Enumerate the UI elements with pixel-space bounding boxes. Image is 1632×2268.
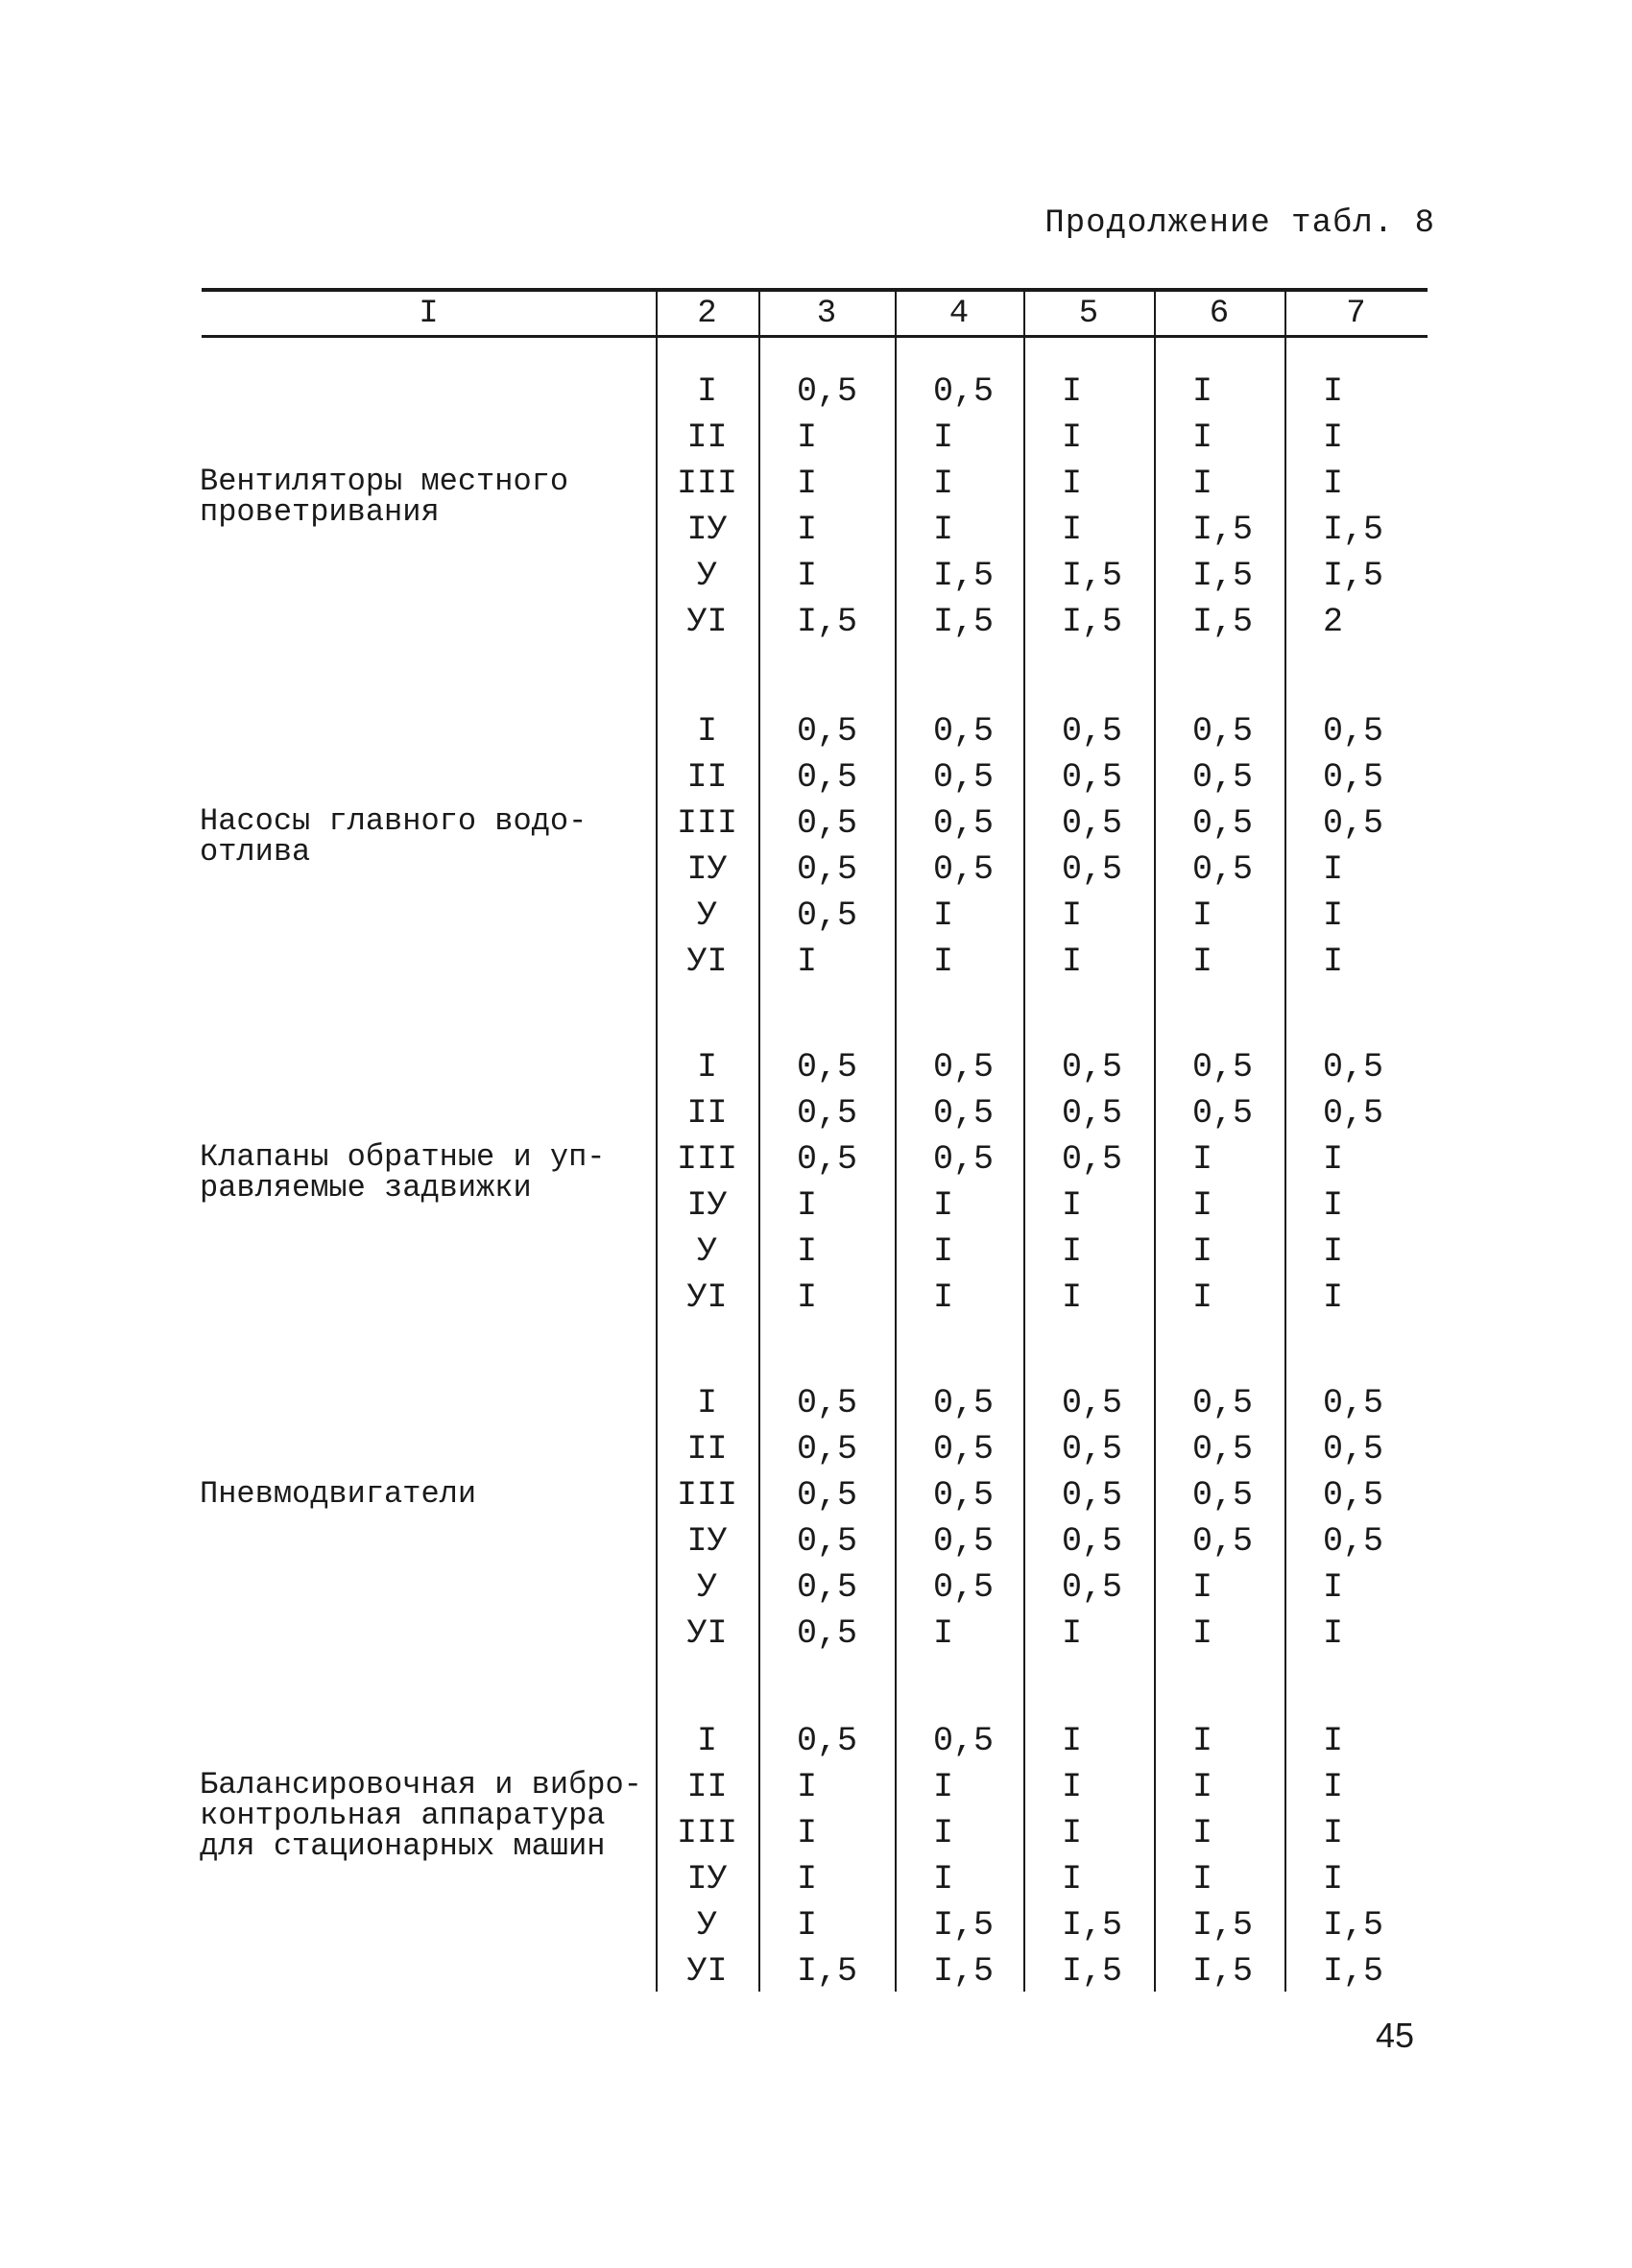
- value-cell: 0,5: [933, 758, 995, 797]
- value-cell: I: [1323, 1814, 1344, 1852]
- value-cell: 0,5: [1062, 758, 1123, 797]
- value-cell: 0,5: [1062, 712, 1123, 751]
- value-cell: I: [1192, 1568, 1213, 1607]
- grade-cell: IУ: [686, 511, 728, 549]
- value-cell: I: [1192, 896, 1213, 935]
- column-header-3: 3: [816, 296, 837, 332]
- value-cell: I: [1062, 1722, 1083, 1760]
- value-cell: I: [1062, 896, 1083, 935]
- value-cell: 2: [1323, 603, 1344, 641]
- value-cell: I: [1323, 1186, 1344, 1225]
- value-cell: I: [933, 896, 954, 935]
- equipment-name-line: Балансировочная и вибро-: [200, 1767, 642, 1802]
- value-cell: I: [797, 1906, 818, 1945]
- value-cell: 0,5: [933, 1476, 995, 1515]
- column-header-2: 2: [697, 296, 717, 332]
- value-cell: I: [1192, 1278, 1213, 1317]
- value-cell: 0,5: [797, 896, 858, 935]
- grade-cell: II: [686, 1768, 728, 1806]
- grade-cell: УI: [686, 603, 728, 641]
- value-cell: 0,5: [933, 712, 995, 751]
- value-cell: I: [797, 557, 818, 595]
- grade-cell: УI: [686, 943, 728, 981]
- column-divider: [1154, 292, 1156, 1992]
- value-cell: 0,5: [933, 1384, 995, 1422]
- value-cell: I: [1062, 1232, 1083, 1271]
- value-cell: I,5: [1323, 511, 1384, 549]
- value-cell: 0,5: [797, 850, 858, 889]
- column-divider: [1284, 292, 1286, 1992]
- column-divider: [895, 292, 897, 1992]
- value-cell: 0,5: [1192, 758, 1254, 797]
- value-cell: I: [1192, 1814, 1213, 1852]
- value-cell: 0,5: [797, 1722, 858, 1760]
- value-cell: 0,5: [1323, 758, 1384, 797]
- value-cell: I,5: [1192, 603, 1254, 641]
- value-cell: 0,5: [1062, 1476, 1123, 1515]
- value-cell: I: [1062, 1814, 1083, 1852]
- value-cell: I: [1192, 943, 1213, 981]
- value-cell: I: [797, 418, 818, 457]
- value-cell: 0,5: [1062, 1048, 1123, 1086]
- value-cell: I,5: [797, 1952, 858, 1991]
- value-cell: I,5: [1192, 1906, 1254, 1945]
- value-cell: 0,5: [933, 1048, 995, 1086]
- value-cell: I: [1323, 1768, 1344, 1806]
- value-cell: 0,5: [797, 804, 858, 843]
- value-cell: I: [933, 511, 954, 549]
- grade-cell: I: [696, 1048, 717, 1086]
- value-cell: 0,5: [1323, 1094, 1384, 1133]
- column-divider: [1023, 292, 1025, 1992]
- value-cell: I,5: [933, 1952, 995, 1991]
- value-cell: 0,5: [1062, 1430, 1123, 1468]
- equipment-name-line: Пневмодвигатели: [200, 1476, 477, 1512]
- value-cell: I: [1323, 1568, 1344, 1607]
- value-cell: I: [1062, 465, 1083, 503]
- value-cell: I: [797, 1814, 818, 1852]
- value-cell: I,5: [1192, 1952, 1254, 1991]
- grade-cell: I: [696, 372, 717, 411]
- value-cell: 0,5: [797, 372, 858, 411]
- value-cell: 0,5: [797, 758, 858, 797]
- equipment-name-line: контрольная аппаратура: [200, 1798, 606, 1833]
- value-cell: I: [933, 1614, 954, 1653]
- value-cell: I: [1062, 1860, 1083, 1898]
- value-cell: 0,5: [1192, 850, 1254, 889]
- value-cell: I: [1192, 1232, 1213, 1271]
- value-cell: I: [797, 1278, 818, 1317]
- value-cell: I: [1192, 1860, 1213, 1898]
- value-cell: 0,5: [933, 1568, 995, 1607]
- value-cell: 0,5: [1192, 1384, 1254, 1422]
- value-cell: 0,5: [1323, 1048, 1384, 1086]
- equipment-name-line: Клапаны обратные и уп-: [200, 1139, 606, 1175]
- value-cell: I: [1323, 1278, 1344, 1317]
- value-cell: I: [1323, 1860, 1344, 1898]
- value-cell: 0,5: [1323, 1384, 1384, 1422]
- grade-cell: I: [696, 1722, 717, 1760]
- value-cell: I,5: [1062, 603, 1123, 641]
- value-cell: I: [1323, 1140, 1344, 1179]
- value-cell: I: [1323, 465, 1344, 503]
- value-cell: I: [933, 1768, 954, 1806]
- value-cell: I,5: [1192, 511, 1254, 549]
- value-cell: I: [933, 418, 954, 457]
- grade-cell: У: [696, 896, 717, 935]
- value-cell: 0,5: [797, 1384, 858, 1422]
- equipment-name-line: для стационарных машин: [200, 1828, 606, 1864]
- equipment-name-line: Вентиляторы местного: [200, 464, 569, 499]
- value-cell: I: [1323, 418, 1344, 457]
- column-header-6: 6: [1209, 296, 1230, 332]
- value-cell: I: [1323, 850, 1344, 889]
- value-cell: I: [1323, 1722, 1344, 1760]
- grade-cell: II: [686, 1094, 728, 1133]
- grade-cell: У: [696, 1906, 717, 1945]
- value-cell: 0,5: [1323, 712, 1384, 751]
- value-cell: I,5: [797, 603, 858, 641]
- value-cell: I: [933, 943, 954, 981]
- value-cell: I: [1192, 465, 1213, 503]
- value-cell: 0,5: [1192, 1430, 1254, 1468]
- value-cell: 0,5: [933, 1430, 995, 1468]
- value-cell: 0,5: [1192, 1476, 1254, 1515]
- grade-cell: У: [696, 557, 717, 595]
- value-cell: 0,5: [797, 1140, 858, 1179]
- grade-cell: IУ: [686, 1522, 728, 1561]
- grade-cell: IУ: [686, 1860, 728, 1898]
- value-cell: I: [1062, 372, 1083, 411]
- value-cell: I: [797, 1232, 818, 1271]
- value-cell: I: [797, 1186, 818, 1225]
- value-cell: I: [1062, 1614, 1083, 1653]
- value-cell: 0,5: [933, 1094, 995, 1133]
- value-cell: I,5: [1062, 1906, 1123, 1945]
- value-cell: 0,5: [1062, 1140, 1123, 1179]
- value-cell: 0,5: [1323, 1430, 1384, 1468]
- value-cell: 0,5: [797, 1048, 858, 1086]
- value-cell: I: [1323, 372, 1344, 411]
- grade-cell: I: [696, 712, 717, 751]
- value-cell: 0,5: [933, 804, 995, 843]
- value-cell: I,5: [933, 557, 995, 595]
- equipment-name-line: проветривания: [200, 494, 440, 530]
- value-cell: 0,5: [1323, 804, 1384, 843]
- value-cell: I: [1062, 511, 1083, 549]
- value-cell: I,5: [933, 603, 995, 641]
- grade-cell: IУ: [686, 850, 728, 889]
- value-cell: I: [933, 465, 954, 503]
- grade-cell: УI: [686, 1952, 728, 1991]
- value-cell: 0,5: [1192, 712, 1254, 751]
- value-cell: I: [1323, 1232, 1344, 1271]
- grade-cell: II: [686, 758, 728, 797]
- grade-cell: У: [696, 1232, 717, 1271]
- grade-cell: УI: [686, 1278, 728, 1317]
- value-cell: 0,5: [1062, 1522, 1123, 1561]
- table-caption: Продолжение табл. 8: [1044, 205, 1435, 242]
- value-cell: I: [797, 511, 818, 549]
- value-cell: I: [1192, 1186, 1213, 1225]
- value-cell: 0,5: [797, 1568, 858, 1607]
- equipment-name: [200, 803, 660, 870]
- value-cell: 0,5: [1062, 804, 1123, 843]
- value-cell: 0,5: [1192, 1522, 1254, 1561]
- value-cell: I,5: [1192, 557, 1254, 595]
- value-cell: I: [1192, 372, 1213, 411]
- value-cell: 0,5: [797, 1476, 858, 1515]
- equipment-name-line: отлива: [200, 834, 311, 870]
- value-cell: 0,5: [933, 850, 995, 889]
- value-cell: I: [1062, 1186, 1083, 1225]
- value-cell: I: [933, 1860, 954, 1898]
- value-cell: I: [1192, 1722, 1213, 1760]
- value-cell: I: [797, 1860, 818, 1898]
- value-cell: 0,5: [933, 1722, 995, 1760]
- value-cell: 0,5: [1062, 850, 1123, 889]
- value-cell: I,5: [1323, 1952, 1384, 1991]
- value-cell: I: [1323, 943, 1344, 981]
- value-cell: I: [1323, 1614, 1344, 1653]
- value-cell: I: [1323, 896, 1344, 935]
- equipment-name: [200, 466, 660, 528]
- value-cell: I: [933, 1232, 954, 1271]
- equipment-name: [200, 1767, 660, 1864]
- value-cell: 0,5: [933, 1522, 995, 1561]
- value-cell: 0,5: [1062, 1384, 1123, 1422]
- value-cell: 0,5: [797, 1614, 858, 1653]
- value-cell: 0,5: [797, 1522, 858, 1561]
- equipment-name-line: равляемые задвижки: [200, 1170, 532, 1206]
- value-cell: 0,5: [797, 712, 858, 751]
- value-cell: I: [1192, 1140, 1213, 1179]
- value-cell: I: [1062, 418, 1083, 457]
- value-cell: I,5: [1062, 1952, 1123, 1991]
- grade-cell: III: [676, 1140, 737, 1179]
- value-cell: 0,5: [797, 1430, 858, 1468]
- value-cell: 0,5: [1192, 804, 1254, 843]
- equipment-name: [200, 1476, 660, 1512]
- value-cell: 0,5: [1062, 1568, 1123, 1607]
- value-cell: 0,5: [797, 1094, 858, 1133]
- value-cell: 0,5: [933, 1140, 995, 1179]
- value-cell: 0,5: [1192, 1048, 1254, 1086]
- value-cell: I: [797, 1768, 818, 1806]
- column-divider: [758, 292, 760, 1992]
- value-cell: 0,5: [1323, 1522, 1384, 1561]
- value-cell: I: [1062, 1768, 1083, 1806]
- column-header-5: 5: [1078, 296, 1099, 332]
- equipment-name: [200, 1139, 660, 1206]
- grade-cell: II: [686, 1430, 728, 1468]
- grade-cell: I: [696, 1384, 717, 1422]
- value-cell: I: [1062, 943, 1083, 981]
- value-cell: I: [1192, 418, 1213, 457]
- column-header-7: 7: [1346, 296, 1366, 332]
- value-cell: I: [1192, 1768, 1213, 1806]
- value-cell: 0,5: [1323, 1476, 1384, 1515]
- value-cell: I,5: [1062, 557, 1123, 595]
- value-cell: I,5: [1323, 1906, 1384, 1945]
- grade-cell: II: [686, 418, 728, 457]
- value-cell: I: [797, 943, 818, 981]
- column-header-1: I: [419, 296, 439, 332]
- value-cell: I,5: [933, 1906, 995, 1945]
- equipment-name-line: Насосы главного водо-: [200, 803, 588, 839]
- page-number: 45: [1376, 2016, 1415, 2055]
- value-cell: 0,5: [1192, 1094, 1254, 1133]
- value-cell: 0,5: [1062, 1094, 1123, 1133]
- grade-cell: III: [676, 1814, 737, 1852]
- grade-cell: IУ: [686, 1186, 728, 1225]
- value-cell: 0,5: [933, 372, 995, 411]
- value-cell: I: [1192, 1614, 1213, 1653]
- grade-cell: III: [676, 1476, 737, 1515]
- value-cell: I: [933, 1814, 954, 1852]
- value-cell: I: [933, 1278, 954, 1317]
- column-header-4: 4: [948, 296, 970, 332]
- value-cell: I: [933, 1186, 954, 1225]
- grade-cell: У: [696, 1568, 717, 1607]
- grade-cell: III: [676, 804, 737, 843]
- grade-cell: III: [676, 465, 737, 503]
- value-cell: I: [797, 465, 818, 503]
- grade-cell: УI: [686, 1614, 728, 1653]
- value-cell: I: [1062, 1278, 1083, 1317]
- value-cell: I,5: [1323, 557, 1384, 595]
